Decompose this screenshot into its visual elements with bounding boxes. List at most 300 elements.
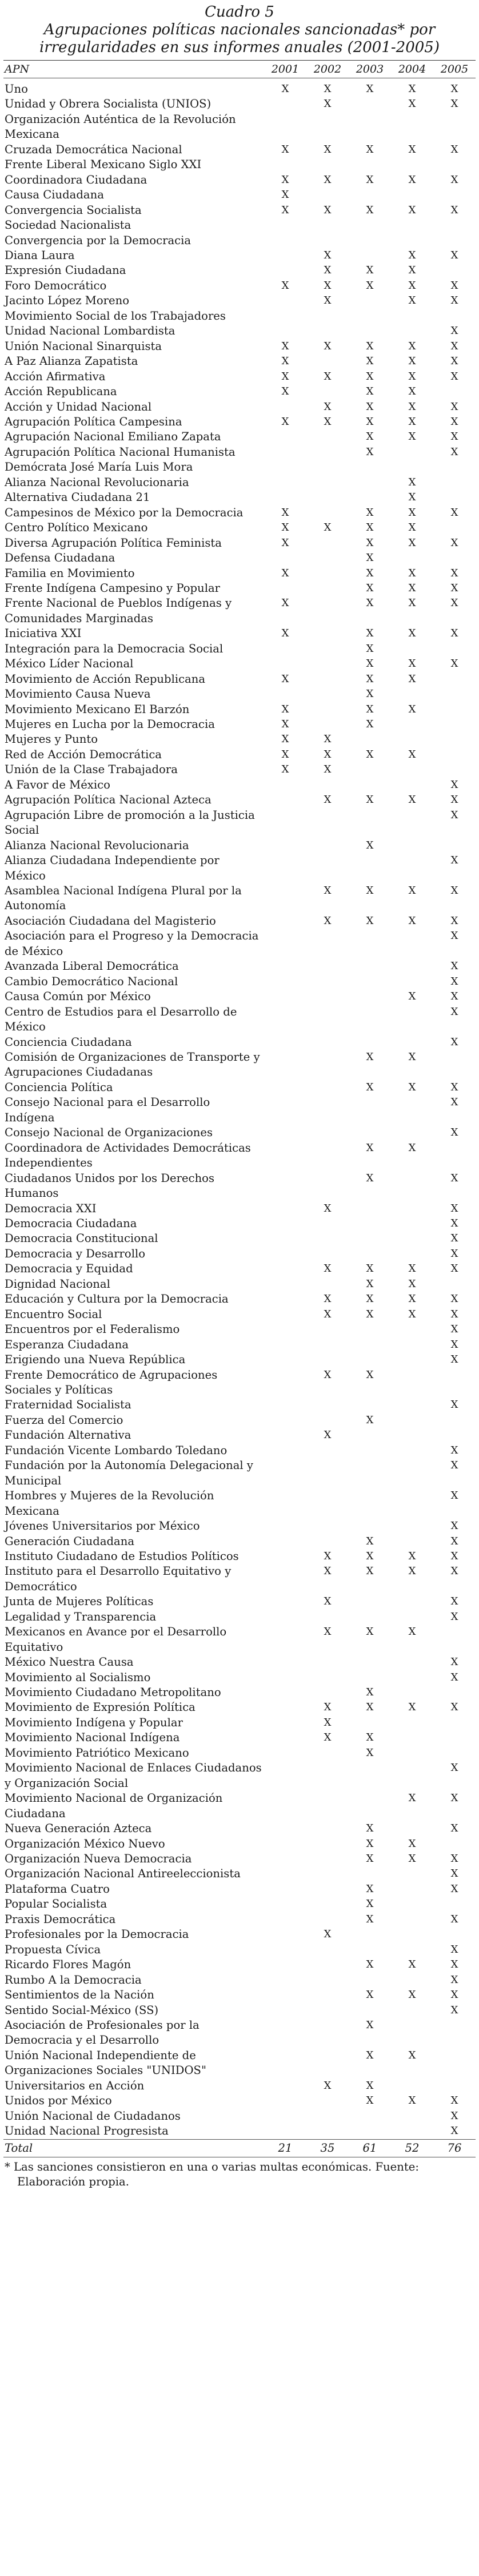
sanction-mark-2004: X [408, 748, 416, 761]
sanction-mark-2001 [264, 248, 306, 263]
sanction-mark-2001 [264, 324, 306, 339]
sanction-mark-2003: X [366, 1414, 374, 1426]
sanction-mark-2003 [349, 1519, 391, 1534]
sanction-mark-2003: X [366, 445, 374, 458]
sanction-mark-2005: X [450, 885, 458, 897]
apn-name-cell: Jóvenes Universitarios por México [5, 1519, 200, 1533]
sanction-mark-2001 [264, 808, 306, 838]
sanction-mark-2002: X [324, 1716, 332, 1729]
sanction-mark-2001 [264, 1746, 306, 1761]
sanction-mark-2002: X [324, 1550, 332, 1562]
sanction-mark-2005: X [450, 1913, 458, 1925]
sanction-mark-2002: X [324, 2079, 332, 2092]
sanction-mark-2001 [264, 112, 306, 142]
sanction-mark-2003 [349, 1035, 391, 1050]
sanction-mark-2005: X [450, 597, 458, 610]
apn-name-cell: Unión Nacional Independiente de Organizaciones Sociales "UNIDOS" [5, 2048, 206, 2077]
sanction-mark-2003 [349, 732, 391, 747]
sanction-mark-2002: X [324, 1565, 332, 1578]
table-row [3, 520, 476, 535]
sanction-mark-2005: X [450, 1202, 458, 1215]
sanction-mark-2002 [306, 596, 349, 626]
sanction-mark-2002 [306, 1277, 349, 1292]
sanction-mark-2001 [264, 989, 306, 1004]
sanction-mark-2005: X [450, 990, 458, 1003]
table-row [3, 142, 476, 157]
table-row [3, 445, 476, 460]
sanction-mark-2005: X [450, 778, 458, 791]
sanction-mark-2005: X [450, 173, 458, 186]
sanction-mark-2005 [433, 1625, 476, 1655]
table-row [3, 2003, 476, 2018]
apn-name-cell: Frente Indígena Campesino y Popular [5, 581, 221, 595]
sanction-mark-2005 [433, 490, 476, 505]
sanction-mark-2002 [306, 354, 349, 369]
sanction-mark-2002 [306, 1125, 349, 1140]
sanction-mark-2001 [264, 400, 306, 415]
sanction-mark-2003 [349, 112, 391, 142]
table-row [3, 551, 476, 566]
sanction-mark-2004 [391, 218, 433, 233]
table-row [3, 1247, 476, 1261]
sanction-mark-2002: X [324, 885, 332, 897]
sanction-mark-2002 [306, 1322, 349, 1337]
table-row [3, 233, 476, 248]
sanction-mark-2001 [264, 1957, 306, 1972]
table-row [3, 959, 476, 974]
sanction-mark-2005 [433, 1277, 476, 1292]
sanction-mark-2001 [264, 460, 306, 475]
apn-name-cell: Consejo Nacional para el Desarrollo Indígena [5, 1096, 210, 1124]
table-row [3, 1201, 476, 1216]
sanction-mark-2003: X [366, 385, 374, 398]
sanction-mark-2002 [306, 1398, 349, 1412]
table-row [3, 1700, 476, 1715]
sanction-mark-2001 [264, 551, 306, 566]
apn-name-cell: Democracia Ciudadana [5, 1216, 137, 1230]
sanction-mark-2002 [306, 2109, 349, 2124]
apn-name-cell: Frente Democrático de Agrupaciones Sociales y Políticas [5, 1368, 218, 1396]
sanction-mark-2003: X [366, 582, 374, 594]
sanction-mark-2002: X [324, 1308, 332, 1320]
sanction-mark-2003 [349, 1458, 391, 1488]
table-row [3, 762, 476, 777]
apn-name-cell: Causa Común por México [5, 990, 151, 1004]
sanction-mark-2002 [306, 1942, 349, 1957]
sanction-mark-2002 [306, 1534, 349, 1549]
sanction-mark-2002 [306, 581, 349, 596]
sanction-mark-2005 [433, 2048, 476, 2079]
table-row [3, 1957, 476, 1972]
sanction-mark-2005: X [450, 1444, 458, 1456]
sanction-mark-2001 [264, 1655, 306, 1670]
sanction-mark-2002 [306, 2018, 349, 2048]
sanction-mark-2003: X [366, 1368, 374, 1381]
sanction-mark-2001 [264, 1837, 306, 1852]
total-2005: 76 [433, 2139, 476, 2157]
apn-name-cell: Jacinto López Moreno [5, 294, 130, 308]
sanction-mark-2004 [391, 717, 433, 732]
sanction-mark-2005: X [450, 355, 458, 368]
sanction-mark-2002: X [324, 733, 332, 746]
sanction-mark-2005 [433, 702, 476, 717]
sanction-mark-2003: X [366, 1293, 374, 1305]
sanction-mark-2004 [391, 974, 433, 989]
header-2002: 2002 [306, 61, 349, 78]
apn-name-cell: Unión de la Clase Trabajadora [5, 763, 178, 777]
sanction-mark-2003: X [366, 1746, 374, 1759]
sanction-mark-2001 [264, 1398, 306, 1412]
sanction-mark-2002 [306, 1685, 349, 1700]
sanction-mark-2003 [349, 1670, 391, 1685]
sanction-mark-2003 [349, 475, 391, 490]
sanction-mark-2001 [264, 1141, 306, 1171]
sanction-mark-2002 [306, 1957, 349, 1972]
apn-name-cell: Democracia y Desarrollo [5, 1247, 146, 1260]
sanction-mark-2003 [349, 1247, 391, 1261]
sanction-mark-2001: X [281, 718, 289, 731]
sanction-mark-2001 [264, 1247, 306, 1261]
sanction-mark-2003: X [366, 567, 374, 579]
apn-name-cell: Uno [5, 82, 28, 95]
table-row [3, 1942, 476, 1957]
apn-name-cell: Legalidad y Transparencia [5, 1610, 157, 1623]
sanction-mark-2004: X [408, 1263, 416, 1275]
sanction-mark-2002 [306, 324, 349, 339]
sanction-mark-2002 [306, 702, 349, 717]
sanction-mark-2003 [349, 929, 391, 959]
sanction-mark-2003 [349, 324, 391, 339]
table-row [3, 1231, 476, 1246]
sanction-mark-2003: X [366, 1051, 374, 1063]
sanction-mark-2003 [349, 778, 391, 793]
table-row [3, 112, 476, 142]
sanction-mark-2005: X [450, 1217, 458, 1229]
sanction-mark-2005: X [450, 1973, 458, 1986]
sanction-mark-2004: X [408, 340, 416, 352]
footnote [5, 2160, 474, 2189]
sanction-mark-2005: X [450, 1535, 458, 1547]
apn-name-cell: Movimiento Social de los Trabajadores [5, 309, 226, 323]
table-row [3, 278, 476, 293]
sanction-mark-2005: X [450, 1172, 458, 1184]
sanction-mark-2003 [349, 293, 391, 308]
sanction-mark-2005: X [450, 2095, 458, 2107]
sanction-mark-2003: X [366, 1731, 374, 1744]
apn-name-cell: Esperanza Ciudadana [5, 1337, 129, 1351]
sanction-mark-2004 [391, 1247, 433, 1261]
sanction-mark-2001 [264, 1095, 306, 1125]
sanction-mark-2003: X [366, 642, 374, 655]
sanction-mark-2001 [264, 1594, 306, 1609]
apn-name-cell: Rumbo A la Democracia [5, 1973, 142, 1986]
sanction-mark-2003: X [366, 340, 374, 352]
sanction-mark-2004 [391, 778, 433, 793]
apn-name-cell: Organización Nacional Antireeleccionista [5, 1867, 241, 1881]
sanction-mark-2002 [306, 1443, 349, 1458]
table-total-row [3, 2139, 476, 2157]
table-row [3, 702, 476, 717]
sanction-mark-2003 [349, 218, 391, 233]
sanction-mark-2002 [306, 853, 349, 883]
sanction-mark-2002 [306, 959, 349, 974]
sanction-mark-2005 [433, 762, 476, 777]
sanction-mark-2005: X [450, 975, 458, 988]
sanction-mark-2003 [349, 1655, 391, 1670]
sanction-mark-2005 [433, 1927, 476, 1942]
sanction-mark-2004: X [408, 204, 416, 216]
sanction-mark-2002 [306, 656, 349, 671]
sanction-mark-2002 [306, 1488, 349, 1519]
sanction-mark-2002 [306, 1519, 349, 1534]
sanction-mark-2001 [264, 1352, 306, 1367]
sanction-mark-2004 [391, 1912, 433, 1927]
sanction-mark-2002 [306, 1973, 349, 1988]
sanction-mark-2003 [349, 1761, 391, 1791]
sanction-mark-2004: X [408, 1958, 416, 1971]
sanction-mark-2005 [433, 263, 476, 278]
table-row [3, 1594, 476, 1609]
sanction-mark-2005 [433, 1746, 476, 1761]
apn-name-cell: Acción y Unidad Nacional [5, 400, 152, 413]
sanction-mark-2004 [391, 157, 433, 172]
sanction-mark-2002 [306, 157, 349, 172]
sanction-mark-2005: X [450, 567, 458, 579]
sanction-mark-2004: X [408, 143, 416, 156]
sanction-mark-2004 [391, 1715, 433, 1730]
sanction-mark-2004: X [408, 370, 416, 383]
table-row [3, 1277, 476, 1292]
apn-name-cell: Conciencia Ciudadana [5, 1035, 132, 1049]
sanction-mark-2001 [264, 2003, 306, 2018]
sanction-mark-2002 [306, 1670, 349, 1685]
header-2003: 2003 [349, 61, 391, 78]
sanction-mark-2005: X [450, 1792, 458, 1805]
sanction-mark-2003: X [366, 1277, 374, 1290]
sanction-mark-2005: X [450, 582, 458, 594]
sanction-mark-2003: X [366, 672, 374, 685]
apn-name-cell: Avanzada Liberal Democrática [5, 959, 179, 973]
sanction-mark-2005: X [450, 400, 458, 413]
sanction-mark-2004: X [408, 2049, 416, 2061]
sanction-mark-2002: X [324, 400, 332, 413]
apn-name-cell: Erigiendo una Nueva República [5, 1353, 186, 1367]
sanction-mark-2002 [306, 188, 349, 202]
sanction-mark-2004 [391, 1610, 433, 1625]
sanction-mark-2004 [391, 1337, 433, 1352]
sanction-mark-2002: X [324, 521, 332, 534]
apn-name-cell: Ricardo Flores Magón [5, 1958, 131, 1972]
apn-name-cell: Cambio Democrático Nacional [5, 974, 178, 988]
sanction-mark-2004 [391, 460, 433, 475]
table-row [3, 1685, 476, 1700]
sanction-mark-2003: X [366, 1837, 374, 1850]
sanction-mark-2002 [306, 1080, 349, 1095]
sanction-mark-2005: X [450, 1762, 458, 1774]
sanction-mark-2004: X [408, 294, 416, 307]
table-row [3, 1564, 476, 1594]
sanction-mark-2001 [264, 959, 306, 974]
apn-name-cell: Instituto para el Desarrollo Equitativo y Democrático [5, 1564, 231, 1593]
table-row [3, 384, 476, 399]
table-row [3, 974, 476, 989]
sanction-mark-2005 [433, 2079, 476, 2093]
sanction-mark-2001 [264, 929, 306, 959]
table-row [3, 989, 476, 1004]
table-row [3, 1730, 476, 1745]
sanction-mark-2003 [349, 188, 391, 202]
sanction-mark-2002 [306, 1005, 349, 1035]
sanction-mark-2004: X [408, 536, 416, 549]
sanction-mark-2005: X [450, 1126, 458, 1139]
sanction-mark-2005 [433, 732, 476, 747]
sanction-mark-2005 [433, 642, 476, 656]
table-row [3, 838, 476, 853]
sanction-mark-2003 [349, 1488, 391, 1519]
table-row [3, 1443, 476, 1458]
apn-name-cell: Cruzada Democrática Nacional [5, 142, 182, 156]
sanction-mark-2001: X [281, 143, 289, 156]
apn-name-cell: Democracia XXI [5, 1201, 97, 1215]
apn-name-cell: Agrupación Libre de promoción a la Justicia Social [5, 808, 255, 837]
sanction-mark-2004: X [408, 1277, 416, 1290]
sanction-mark-2001 [264, 490, 306, 505]
sanction-mark-2002: X [324, 1263, 332, 1275]
table-header-row [3, 61, 476, 78]
sanction-mark-2004 [391, 445, 433, 460]
apn-name-cell: Fundación Alternativa [5, 1428, 131, 1442]
table-row [3, 415, 476, 429]
sanction-mark-2003 [349, 1942, 391, 1957]
sanction-mark-2003: X [366, 1686, 374, 1699]
sanction-mark-2004: X [408, 914, 416, 927]
sanction-mark-2005: X [450, 2125, 458, 2137]
sanction-mark-2003 [349, 853, 391, 883]
sanction-mark-2005 [433, 309, 476, 324]
sanction-mark-2003 [349, 490, 391, 505]
total-2003: 61 [349, 2139, 391, 2157]
sanction-mark-2005: X [450, 98, 458, 110]
table-row [3, 929, 476, 959]
sanction-mark-2001 [264, 1912, 306, 1927]
sanction-mark-2001 [264, 687, 306, 702]
sanction-mark-2004 [391, 959, 433, 974]
sanction-mark-2004: X [408, 2095, 416, 2107]
sanction-mark-2001 [264, 1534, 306, 1549]
table-row [3, 672, 476, 687]
apn-name-cell: Agrupación Política Nacional Humanista [5, 445, 235, 459]
sanction-mark-2001 [264, 309, 306, 324]
table-row [3, 642, 476, 656]
sanction-mark-2001: X [281, 355, 289, 368]
sanction-mark-2004: X [408, 1550, 416, 1562]
sanction-mark-2005: X [450, 1882, 458, 1895]
sanction-mark-2003 [349, 1201, 391, 1216]
sanction-mark-2003 [349, 157, 391, 172]
sanction-mark-2005: X [450, 1989, 458, 2001]
apn-name-cell: Movimiento Nacional de Organización Ciudadana [5, 1791, 223, 1820]
sanction-mark-2001 [264, 974, 306, 989]
sanction-mark-2004: X [408, 521, 416, 534]
sanction-mark-2001: X [281, 173, 289, 186]
sanction-mark-2001: X [281, 627, 289, 640]
sanction-mark-2005 [433, 838, 476, 853]
sanction-mark-2004: X [408, 990, 416, 1003]
sanction-mark-2005: X [450, 294, 458, 307]
sanction-mark-2005: X [450, 1096, 458, 1109]
sanction-mark-2005: X [450, 854, 458, 867]
table-row [3, 354, 476, 369]
sanction-mark-2003: X [366, 1535, 374, 1547]
apn-name-cell: Consejo Nacional de Organizaciones [5, 1126, 213, 1140]
sanction-mark-2004 [391, 1594, 433, 1609]
apn-name-cell: A Favor de México [5, 778, 110, 791]
table-row [3, 1912, 476, 1927]
sanction-mark-2002: X [324, 763, 332, 776]
sanction-mark-2001 [264, 1428, 306, 1443]
sanction-mark-2002 [306, 1141, 349, 1171]
apn-name-cell: Comisión de Organizaciones de Transporte y Agrupaciones Ciudadanas [5, 1050, 260, 1079]
apn-name-cell: Iniciativa XXI [5, 627, 82, 640]
table-row [3, 1035, 476, 1050]
sanction-mark-2001 [264, 793, 306, 807]
sanction-mark-2001: X [281, 703, 289, 715]
apn-name-cell: Unión Nacional de Ciudadanos [5, 2109, 181, 2123]
sanction-mark-2002 [306, 566, 349, 581]
sanction-mark-2002 [306, 1216, 349, 1231]
total-2004: 52 [391, 2139, 433, 2157]
sanction-mark-2005: X [450, 1868, 458, 1880]
table-row [3, 1398, 476, 1412]
sanction-mark-2005 [433, 1413, 476, 1428]
table-row [3, 188, 476, 202]
table-row [3, 778, 476, 793]
apn-name-cell: Diversa Agrupación Política Feminista [5, 536, 222, 550]
sanction-mark-2002: X [324, 1429, 332, 1442]
sanction-mark-2003 [349, 1352, 391, 1367]
sanction-mark-2003 [349, 808, 391, 838]
sanction-mark-2001 [264, 1700, 306, 1715]
apn-name-cell: Movimiento de Acción Republicana [5, 672, 206, 686]
sanction-mark-2001: X [281, 597, 289, 610]
sanction-mark-2004 [391, 1897, 433, 1912]
sanction-mark-2005: X [450, 340, 458, 352]
sanction-mark-2002 [306, 218, 349, 233]
table-row [3, 309, 476, 324]
caption-line-2: irregularidades en sus informes anuales (2001-2005) [39, 39, 440, 56]
sanction-mark-2003: X [366, 1141, 374, 1154]
table-row [3, 324, 476, 339]
apn-name-cell: Unión Nacional Sinarquista [5, 339, 162, 353]
table-row [3, 1761, 476, 1791]
sanction-mark-2002: X [324, 204, 332, 216]
apn-name-cell: Convergencia Socialista [5, 203, 142, 217]
sanction-mark-2002 [306, 460, 349, 475]
sanction-mark-2005: X [450, 249, 458, 261]
table-row [3, 656, 476, 671]
sanction-mark-2005: X [450, 506, 458, 519]
sanction-mark-2003 [349, 1216, 391, 1231]
sanction-mark-2004 [391, 1171, 433, 1201]
sanction-mark-2002 [306, 2003, 349, 2018]
table-row [3, 263, 476, 278]
sanction-mark-2001 [264, 1821, 306, 1836]
apn-name-cell: Agrupación Política Nacional Azteca [5, 793, 211, 807]
apn-name-cell: Unidad Nacional Progresista [5, 2124, 169, 2138]
apn-name-cell: Movimiento Nacional de Enlaces Ciudadanos y Organización Social [5, 1761, 262, 1790]
header-2004: 2004 [391, 61, 433, 78]
sanction-mark-2005: X [450, 2004, 458, 2016]
